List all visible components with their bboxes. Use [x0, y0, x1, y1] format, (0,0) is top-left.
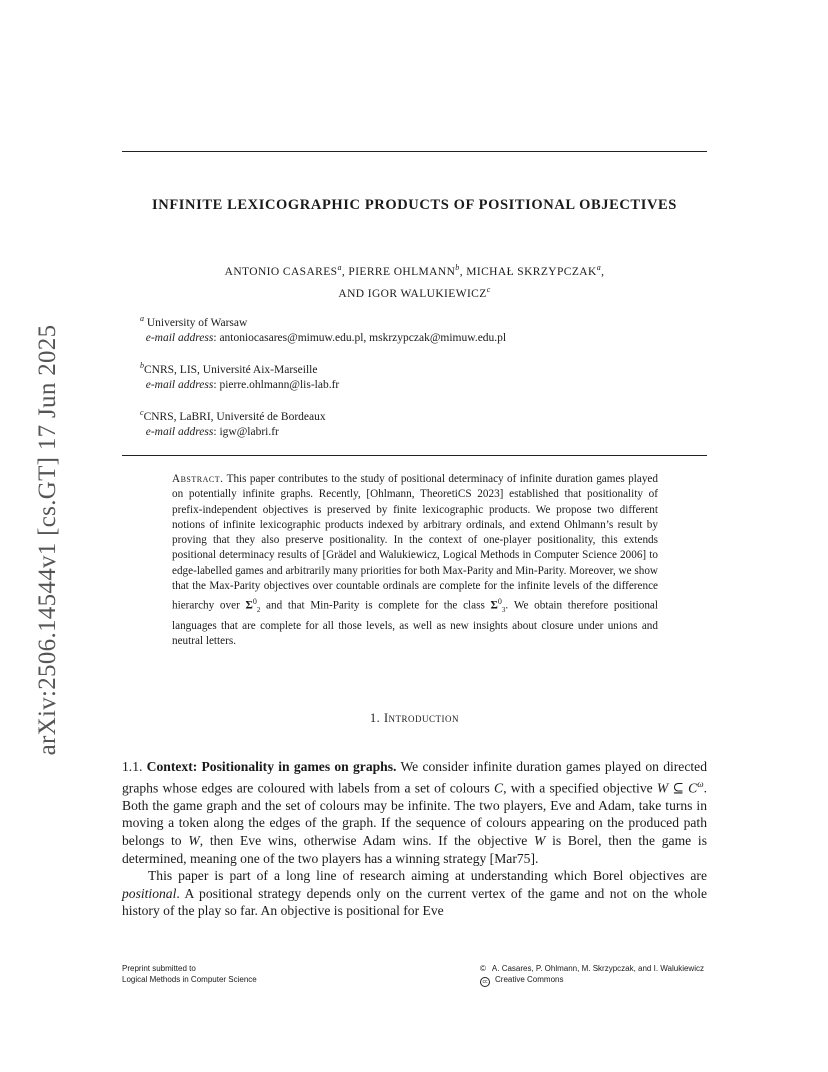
math-var: C [494, 780, 504, 796]
copyright-icon: © [480, 964, 486, 973]
text-run: . A positional strategy depends only on the current vertex of the game and not on the whole history of the play so far. An objective is positional for Eve [122, 885, 707, 919]
text-run: . Both the game graph and the set of colours may be infinite. The two players, Eve and Adam, take turns in moving a token along the edges of the graph. If the sequence of colours appearing on the produced path belongs to [122, 780, 708, 848]
abstract-text: This paper contributes to the study of positional determinacy of infinite duration games played on potentially infinite graphs. Recently, [Ohlmann, TheoretiCS 2023] established that positionality of prefix-independent objectives is preserved by finite lexicographic products. We propose two different notions of infinite lexicographic products indexed by arbitrary ordinals, and extend Ohlmann’s result by proving that they also preserve positionality. In the context of one-player positionality, this extends positional determinacy results of [Grädel and Walukiewicz, Logical Methods in Computer Science 2006] to edge-labelled games and arbitrarily many priorities for both Max-Parity and Min-Parity. Moreover, we show that the Max-Parity objectives over countable ordinals are complete for the infinite levels of the difference hierarchy over [172, 473, 658, 613]
abstract-label: Abstract. [172, 473, 224, 485]
author-ohlmann: , PIERRE OHLMANN [341, 265, 456, 278]
math-superscript: ω [697, 778, 704, 789]
arxiv-identifier: arXiv:2506.14544v1 [cs.GT] 17 Jun 2025 [34, 324, 61, 756]
email-address[interactable]: igw@labri.fr [219, 426, 279, 439]
sigma-symbol: Σ [245, 600, 253, 613]
section-title: Introduction [383, 711, 460, 725]
affiliation-institution: University of Warsaw [146, 316, 248, 329]
email-address[interactable]: antoniocasares@mimuw.edu.pl, mskrzypczak@mimuw.edu.pl [219, 332, 507, 345]
footer-license [480, 964, 704, 987]
abstract-text: . We obtain therefore positional languages that are complete for all those levels, as well as new insights about closure under unions and neutral letters. [172, 600, 658, 647]
email-label: e-mail address [145, 332, 214, 345]
email-label: e-mail address [145, 426, 214, 439]
footer-journal: Logical Methods in Computer Science [122, 974, 257, 984]
text-run: , then Eve wins, otherwise Adam wins. If the objective [199, 832, 535, 848]
creative-commons-icon: cc [480, 977, 490, 987]
section-rule [122, 455, 707, 456]
subsection-number: 1.1. [122, 759, 143, 774]
email-address[interactable]: pierre.ohlmann@lis-lab.fr [219, 379, 340, 392]
body-text [122, 758, 707, 920]
abstract-text: and that Min-Parity is complete for the class [260, 600, 491, 613]
footer-authors: A. Casares, P. Ohlmann, M. Skrzypczak, and I. Walukiewicz [491, 964, 704, 973]
affiliation-b: $^b$CNRS, LIS, Université Aix-Marseille e-mail address: pierre.ohlmann@lis-lab.fr [140, 361, 340, 392]
math-var: W [534, 832, 546, 848]
text-run: This paper is part of a long line of research aiming at understanding which Borel objectives are [148, 868, 707, 884]
subsection-title: Context: Positionality in games on graphs. [146, 759, 397, 774]
section-number: 1. [369, 711, 381, 725]
affiliation-mark: b [455, 263, 460, 272]
affiliation-mark: c [486, 284, 491, 294]
text-run: ⊆ [668, 780, 689, 796]
affiliation-mark: a [596, 263, 602, 272]
affiliation-institution: CNRS, LIS, Université Aix-Marseille [144, 363, 318, 376]
affiliation-mark: b [140, 361, 144, 370]
math-var: W [656, 780, 669, 796]
author-walukiewicz: AND IGOR WALUKIEWICZ [338, 287, 487, 300]
author-casares: ANTONIO CASARES [224, 265, 338, 278]
author-skrzypczak: , MICHAŁ SKRZYPCZAK [459, 265, 597, 278]
affiliation-a: $^a$ University of Warsaw e-mail address: antoniocasares@mimuw.edu.pl, mskrzypczak@mimuw.edu.pl [140, 314, 507, 345]
affiliation-institution: CNRS, LaBRI, Université de Bordeaux [143, 410, 326, 423]
affiliation-mark: a [337, 263, 342, 272]
paragraph [122, 867, 707, 920]
math-var: C [688, 780, 698, 796]
affiliation-mark: a [140, 314, 144, 323]
author-list: ANTONIO CASARES$^a$, PIERRE OHLMANN$^b$, MICHAŁ SKRZYPCZAK$^a$, AND IGOR WALUKIEWICZ$^c$ [224, 263, 605, 300]
paragraph [122, 758, 707, 867]
section-heading [122, 711, 707, 726]
affiliation-c: $^c$CNRS, LaBRI, Université de Bordeaux e-mail address: igw@labri.fr [140, 408, 326, 439]
emphasis: positional [122, 885, 177, 901]
affiliation-mark: c [140, 408, 144, 417]
abstract: Abstract. This paper contributes to the study of positional determinacy of infinite duration games played on potentially infinite graphs. Recently, [Ohlmann, TheoretiCS 2023] established that positionality of prefix-independent objectives is preserved by finite lexicographic products. We propose two different notions of infinite lexicographic products indexed by arbitrary ordinals, and extend Ohlmann’s result by proving that they also preserve positionality. In the context of one-player positionality, this extends positional determinacy results of [Grädel and Walukiewicz, Logical Methods in Computer Science 2006] to edge-labelled games and arbitrarily many priorities for both Max-Parity and Min-Parity. Moreover, we show that the Max-Parity objectives over countable ordinals are complete for the infinite levels of the difference hierarchy over $\Sigma^0_2$ and that Min-Parity is complete for the class $\Sigma^0_3$. We obtain therefore positional languages that are complete for all those levels, as well as new insights about closure under unions and neutral letters. [172, 473, 658, 647]
math-var: W [188, 832, 200, 848]
paper-title: INFINITE LEXICOGRAPHIC PRODUCTS OF POSITIONAL OBJECTIVES [152, 197, 677, 213]
top-rule [122, 151, 707, 152]
email-label: e-mail address [145, 379, 214, 392]
text-run: , with a specified objective [503, 780, 657, 796]
text-run: is Borel, then the game is determined, meaning one of the two players has a winning strategy [Mar75]. [122, 832, 707, 866]
footer-license-text[interactable]: Creative Commons [495, 974, 564, 984]
footer-line: Preprint submitted to [122, 964, 196, 973]
sigma-symbol: Σ [490, 600, 498, 613]
text-run: We consider infinite duration games played on directed graphs whose edges are coloured with labels from a set of colours [122, 759, 707, 796]
footer-preprint [122, 964, 257, 985]
